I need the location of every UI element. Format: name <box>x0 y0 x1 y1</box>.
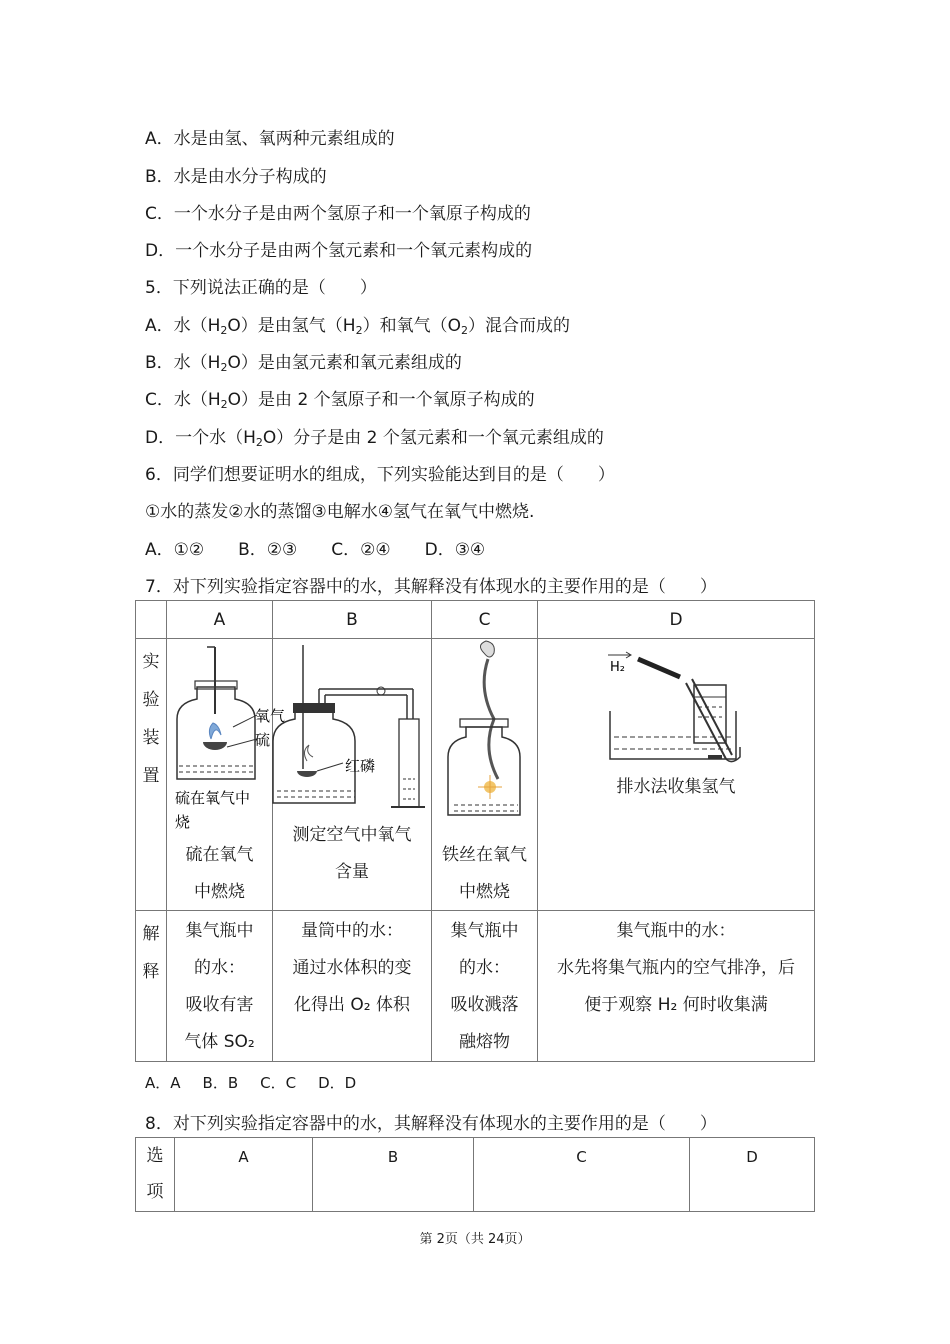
q8-table <box>135 1137 815 1212</box>
q4-option-c: C．一个水分子是由两个氢原子和一个氧原子构成的 <box>145 204 531 224</box>
q7-explain-c: 集气瓶中 的水： 吸收溅落 融熔物 <box>432 911 538 1062</box>
q6-stem: 6．同学们想要证明水的组成，下列实验能达到目的是（ ） <box>145 465 615 485</box>
q6-items: ①水的蒸发②水的蒸馏③电解水④氢气在氧气中燃烧. <box>145 502 535 522</box>
q7-explain-d: 集气瓶中的水： 水先将集气瓶内的空气排净，后 便于观察 H₂ 何时收集满 <box>538 911 815 1062</box>
q7-cell-a <box>167 639 286 911</box>
q7-explain-a: 集气瓶中 的水： 吸收有害 气体 SO₂ <box>167 911 273 1062</box>
oxygen-label: 氧气 <box>255 707 286 725</box>
q5-option-a: A．水$(H_2O)$是由氢气$(H_2)$和氧气$(O_2)$混合而成的 <box>145 316 570 337</box>
phosphorus-label: 红磷 <box>345 757 376 775</box>
q7-table <box>135 600 815 1062</box>
q7-header-b: B <box>273 601 432 639</box>
page-footer: 第 2页（共 24页） <box>419 1232 531 1247</box>
q7-row-label-apparatus: 实 验 装 置 <box>136 639 167 911</box>
q7-row-label-explanation: 解 释 <box>136 911 167 1062</box>
caption-c-line2: 中燃烧 <box>459 882 510 902</box>
q7-cell-d <box>538 639 815 911</box>
q7-options: A．A B．B C．C D．D <box>145 1074 357 1092</box>
caption-d: 排水法收集氢气 <box>616 777 736 797</box>
q5-stem: 5．下列说法正确的是（ ） <box>145 278 377 298</box>
hydrogen-collection-apparatus <box>538 639 814 779</box>
caption-a-line2: 中燃烧 <box>194 882 245 902</box>
q5-option-c: C．水$(H_2O)$是由 2 个氢原子和一个氧原子构成的 <box>145 390 535 411</box>
q7-cell-b <box>273 639 432 911</box>
hydrogen-label: H₂ <box>610 660 625 675</box>
sulfur-burning-apparatus <box>167 639 286 839</box>
figure-a-subtitle: 硫在氧气中 <box>175 789 251 807</box>
oxygen-measurement-apparatus <box>273 639 431 819</box>
q5-option-d: D．一个水$(H_2O)$分子是由 2 个氢元素和一个氧元素组成的 <box>145 428 604 449</box>
q8-header-b: B <box>313 1138 474 1212</box>
caption-b-line2: 含量 <box>335 862 369 882</box>
q7-header-a: A <box>167 601 273 639</box>
caption-c-line1: 铁丝在氧气 <box>442 845 527 865</box>
q7-header-d: D <box>538 601 815 639</box>
q8-header-a: A <box>175 1138 313 1212</box>
caption-a-line1: 硫在氧气 <box>185 845 254 865</box>
figure-a-subtitle-2: 烧 <box>175 813 191 831</box>
q8-header-d: D <box>690 1138 815 1212</box>
iron-wire-burning-apparatus <box>432 639 537 839</box>
q7-cell-c <box>432 639 538 911</box>
q8-row-label: 选 项 <box>136 1138 175 1212</box>
q4-option-a: A．水是由氢、氧两种元素组成的 <box>145 129 395 149</box>
q4-option-d: D．一个水分子是由两个氢元素和一个氧元素构成的 <box>145 241 533 261</box>
q5-option-b: B．水$(H_2O)$是由氢元素和氧元素组成的 <box>145 353 462 374</box>
q4-option-b: B．水是由水分子构成的 <box>145 167 327 187</box>
q8-stem: 8．对下列实验指定容器中的水，其解释没有体现水的主要作用的是（ ） <box>145 1114 717 1134</box>
caption-b-line1: 测定空气中氧气 <box>292 825 412 845</box>
sulfur-label: 硫 <box>255 731 271 749</box>
q7-explain-b: 量筒中的水： 通过水体积的变 化得出 O₂ 体积 <box>273 911 432 1062</box>
q8-header-c: C <box>474 1138 690 1212</box>
q7-header-c: C <box>432 601 538 639</box>
q7-stem: 7．对下列实验指定容器中的水，其解释没有体现水的主要作用的是（ ） <box>145 577 717 597</box>
q6-options: A．①② B．②③ C．②④ D．③④ <box>145 540 486 560</box>
